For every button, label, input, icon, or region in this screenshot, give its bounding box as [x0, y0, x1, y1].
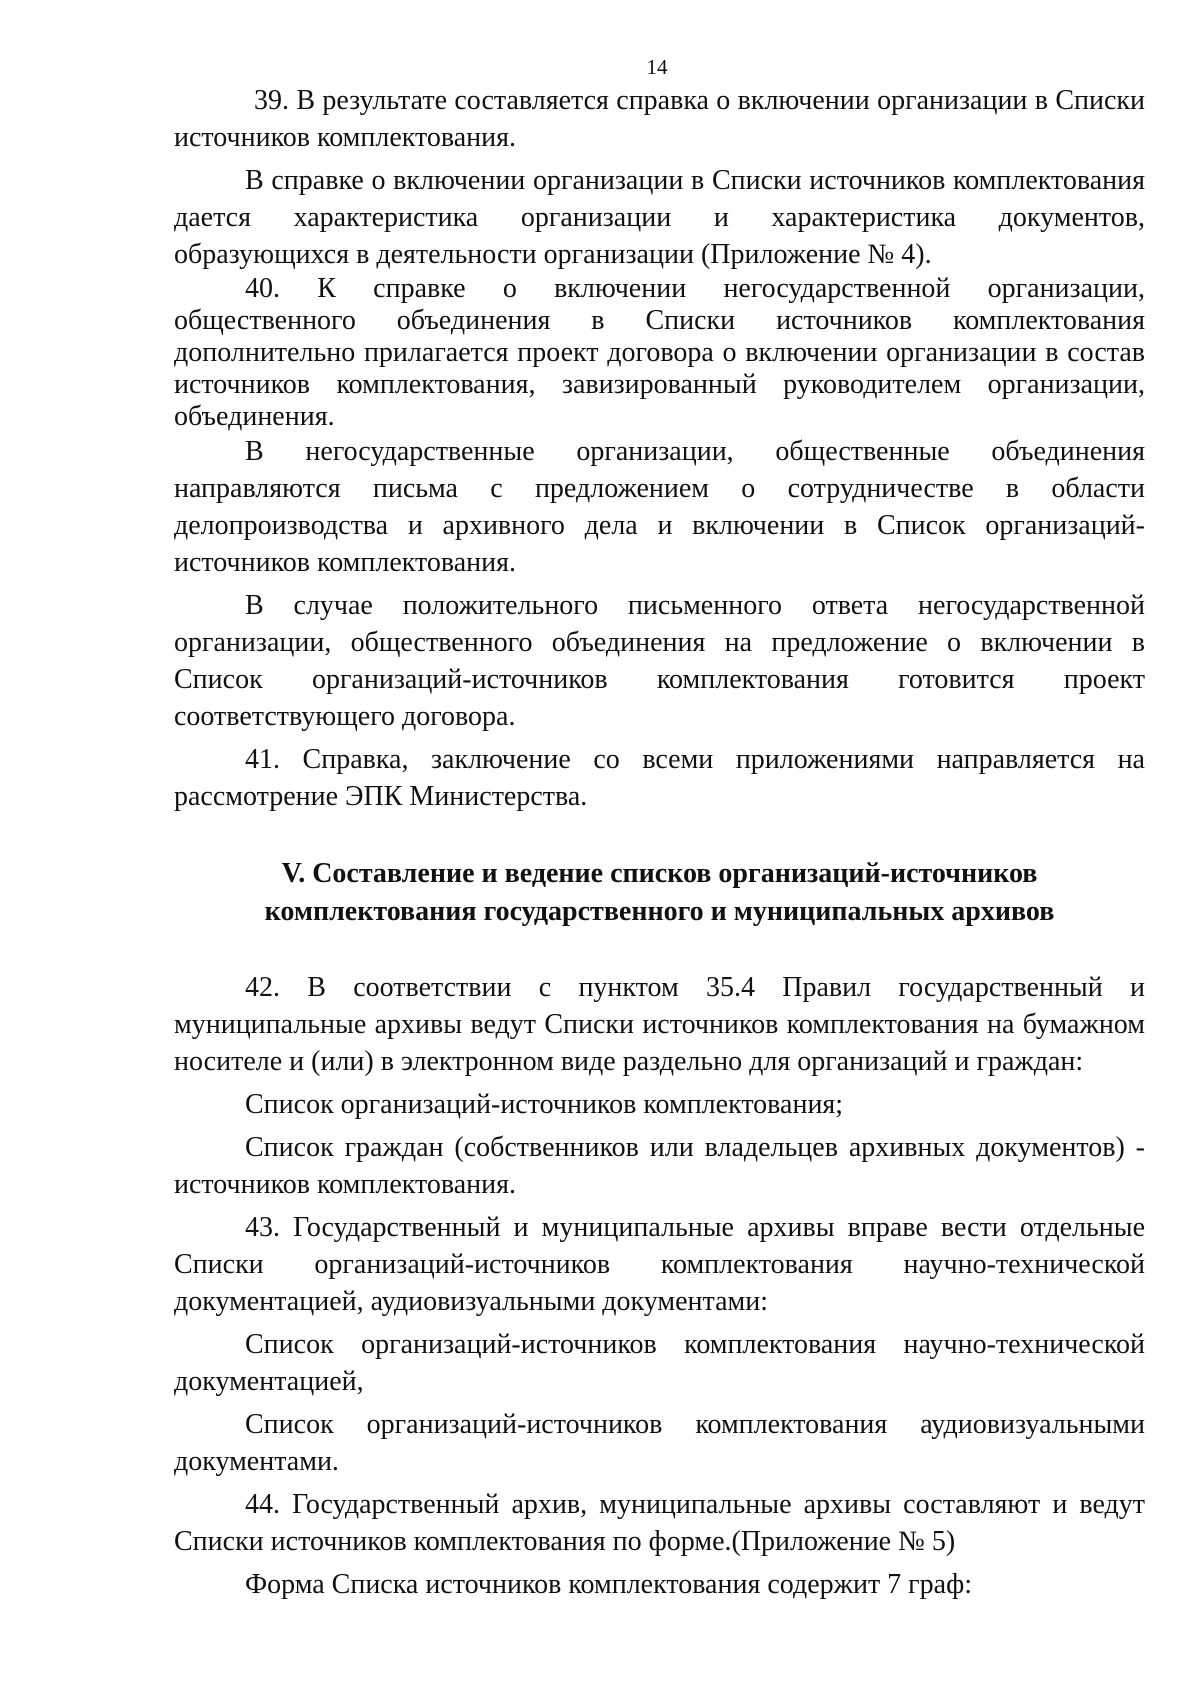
paragraph-40: 40. К справке о включении негосударственной организации, общественного объединения в Списки источников комплектования дополнительно прилагается проект договора о включении организации в состав источников комплектования, завизированный руководителем организации, объединения. — [174, 273, 1145, 432]
paragraph-43: 43. Государственный и муниципальные архивы вправе вести отдельные Списки организаций-источников комплектования научно-технической документацией, аудиовизуальными документами: — [174, 1212, 1145, 1317]
form-description: Форма Списка источников комплектования содержит 7 граф: — [245, 1569, 973, 1600]
paragraph-42: 42. В соответствии с пунктом 35.4 Правил государственный и муниципальные архивы ведут Списки источников комплектования на бумажном носителе и (или) в электронном виде раздельно для организаций и граждан: — [174, 972, 1145, 1077]
section-heading — [174, 855, 1145, 931]
paragraph-39: 39. В результате составляется справка о включении организации в Списки источников комплектования. — [174, 85, 1145, 153]
paragraph-44: 44. Государственный архив, муниципальные архивы составляют и ведут Списки источников комплектования по форме.(Приложение № 5) — [174, 1489, 1145, 1557]
paragraph-41: 41. Справка, заключение со всеми приложениями направляется на рассмотрение ЭПК Министерства. — [174, 744, 1145, 812]
list-item-audiovisual: Список организаций-источников комплектования аудиовизуальными документами. — [174, 1409, 1145, 1477]
section-heading-line-2: комплектования государственного и муниципальных архивов — [264, 896, 1055, 927]
list-item-scientific-technical: Список организаций-источников комплектования научно-технической документацией, — [174, 1329, 1145, 1397]
document-body — [174, 82, 1145, 1603]
list-item-organizations: Список организаций-источников комплектования; — [245, 1089, 844, 1120]
paragraph-40-letters: В негосударственные организации, общественные объединения направляются письма с предложением о сотрудничестве в области делопроизводства и архивного дела и включении в Список организаций-источников комплектования. — [174, 436, 1145, 578]
page-number: 14 — [646, 55, 668, 79]
paragraph-40-agreement: В случае положительного письменного ответа негосударственной организации, общественного объединения на предложение о включении в Список организаций-источников комплектования готовится проект соответствующего договора. — [174, 590, 1145, 732]
section-heading-line-1: V. Составление и ведение списков организаций-источников — [281, 858, 1038, 889]
list-item-citizens: Список граждан (собственников или владельцев архивных документов) - источников комплектования. — [174, 1132, 1145, 1200]
paragraph-39-details: В справке о включении организации в Списки источников комплектования дается характеристика организации и характеристика документов, образующихся в деятельности организации (Приложение № 4). — [174, 165, 1145, 270]
